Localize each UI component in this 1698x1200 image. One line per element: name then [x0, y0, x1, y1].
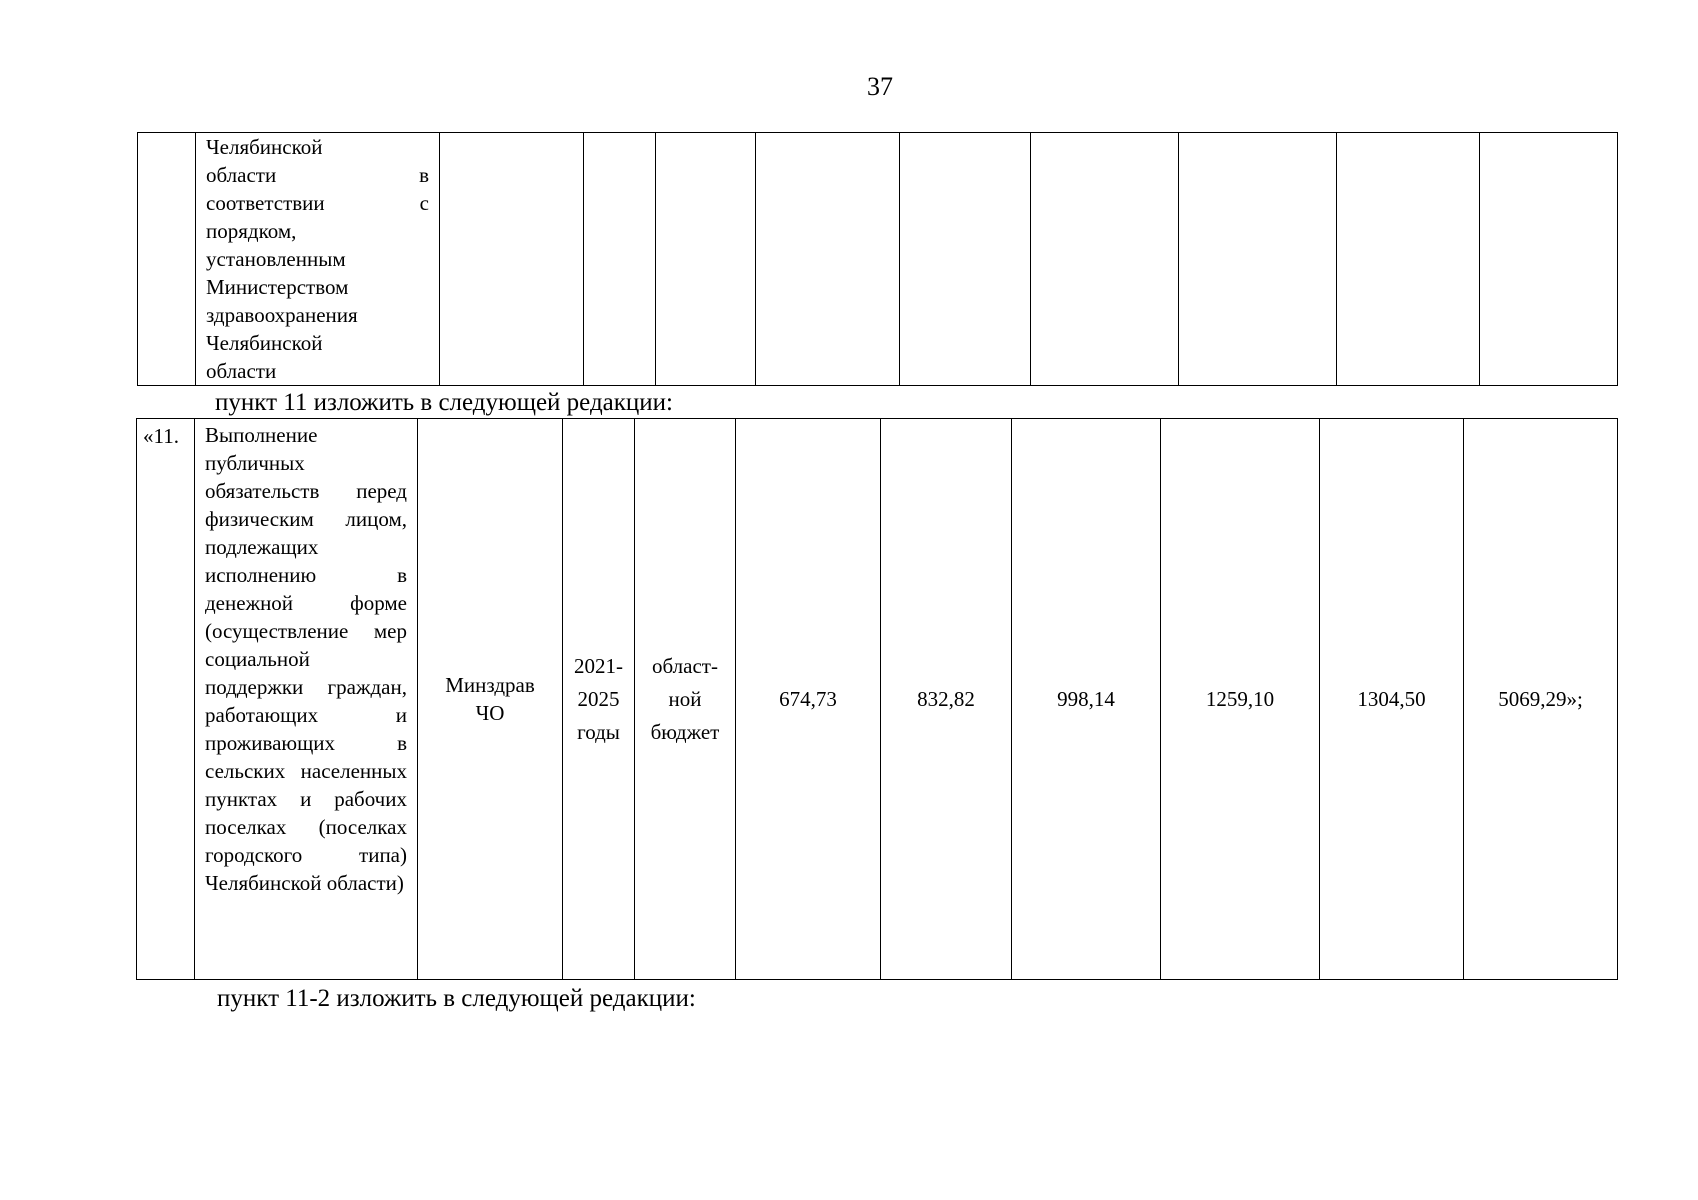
period-line: 2025 [577, 686, 620, 711]
executor-line: ЧО [475, 701, 505, 725]
period-line: годы [577, 719, 620, 744]
executor-cell [418, 419, 563, 980]
page-number: 37 [867, 72, 893, 101]
description-line: Челябинской [206, 135, 323, 159]
description-line: порядком, [206, 219, 297, 243]
empty-cell [584, 133, 656, 386]
funding-source-line: бюджет [650, 719, 720, 744]
empty-cell [1337, 133, 1480, 386]
instruction-text: пункт 11 изложить в следующей редакции: [215, 389, 673, 416]
value-cell: 1259,10 [1161, 419, 1320, 980]
funding-source-cell [635, 419, 736, 980]
table-row [137, 419, 1618, 980]
empty-cell [1031, 133, 1179, 386]
empty-cell [1480, 133, 1618, 386]
value-cell: 832,82 [881, 419, 1012, 980]
description-line: области [206, 359, 277, 383]
executor-line: Минздрав [445, 673, 535, 697]
funding-source-line: ной [668, 686, 702, 711]
description-line: области в [206, 163, 429, 187]
description-line: Министерством [206, 275, 349, 299]
period-line: 2021- [574, 653, 623, 678]
description-line: здравоохранения [206, 303, 358, 327]
description-line: соответствии с [206, 191, 429, 215]
period-cell [563, 419, 635, 980]
value-cell: 674,73 [736, 419, 881, 980]
description-line: установленным [206, 247, 346, 271]
item-number: «11. [137, 419, 195, 980]
empty-cell [1179, 133, 1337, 386]
table-row [138, 133, 1618, 386]
description-line: Челябинской [206, 331, 323, 355]
empty-cell [440, 133, 584, 386]
value-cell: 1304,50 [1320, 419, 1464, 980]
value-cell: 998,14 [1012, 419, 1161, 980]
instruction-text: пункт 11-2 изложить в следующей редакции: [217, 985, 696, 1012]
number-cell [138, 133, 196, 386]
description-cell [196, 133, 440, 386]
item-description: Выполнение публичных обязательств перед физическим лицом, подлежащих исполнению в денежной форме (осуществление мер социальной поддержки граждан, работающих и проживающих в сельских населенных пунктах и рабочих поселках (поселках городского типа) Челябинской области) [195, 419, 418, 980]
empty-cell [656, 133, 756, 386]
empty-cell [756, 133, 900, 386]
total-value-cell: 5069,29»; [1464, 419, 1618, 980]
empty-cell [900, 133, 1031, 386]
table-item-11 [136, 418, 1618, 980]
funding-source-line: област- [652, 653, 718, 678]
table-continuation [137, 132, 1618, 386]
